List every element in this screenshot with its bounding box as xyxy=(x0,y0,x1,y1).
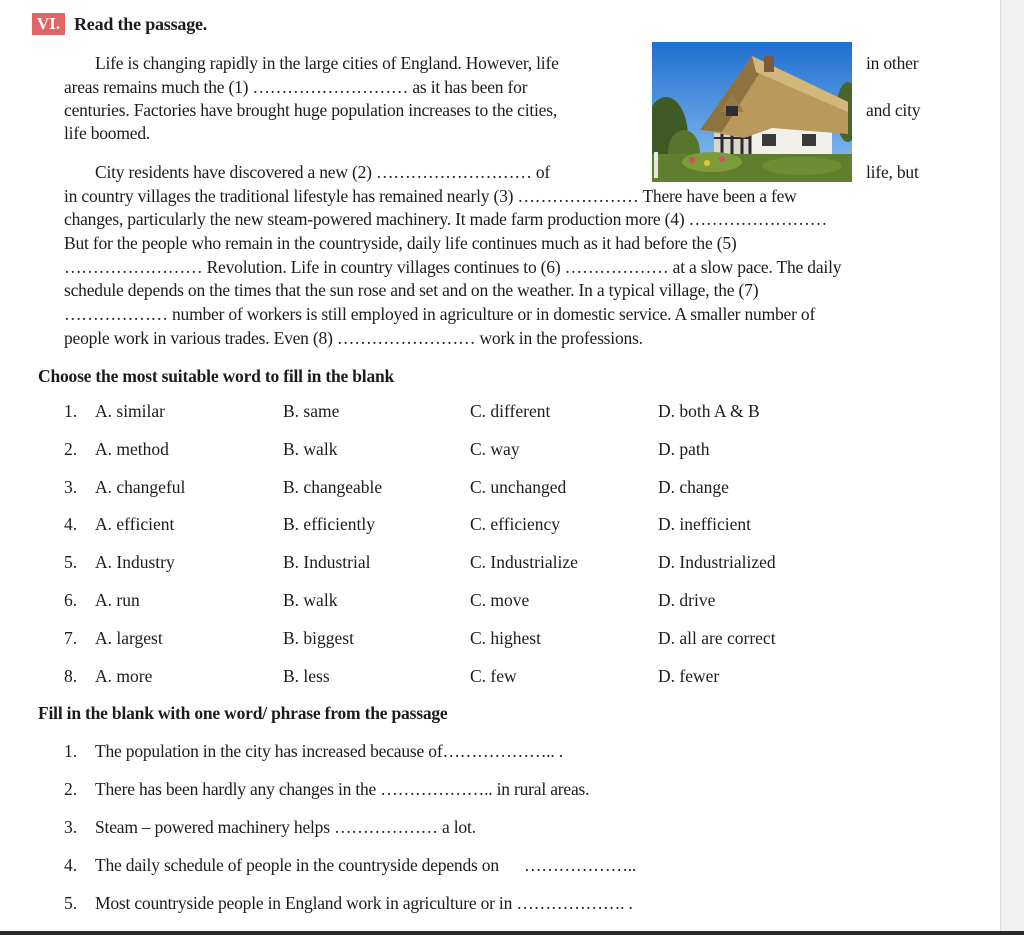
fill-question-number: 5. xyxy=(64,893,78,913)
mcq-question-number: 2. xyxy=(64,439,78,459)
mcq-option: C. way xyxy=(470,439,520,459)
passage-line: in country villages the traditional lifestyle has remained nearly (3) ………………… There have been a few xyxy=(64,186,797,206)
fill-question-number: 1. xyxy=(64,741,78,761)
passage-fragment: and city xyxy=(866,100,921,120)
fill-question-number: 4. xyxy=(64,855,78,875)
passage-line: …………………… Revolution. Life in country villages continues to (6) ……………… at a slow pace. The daily xyxy=(64,257,842,277)
fill-question-number: 2. xyxy=(64,779,78,799)
mcq-option: A. run xyxy=(95,590,140,610)
mcq-question-number: 3. xyxy=(64,477,78,497)
mcq-question-number: 8. xyxy=(64,666,78,686)
mcq-option: B. changeable xyxy=(283,477,383,497)
mcq-title: Choose the most suitable word to fill in the blank xyxy=(38,366,395,386)
section-number-badge: VI. xyxy=(32,13,65,35)
passage-line: City residents have discovered a new (2) ……………………… of xyxy=(95,162,550,182)
mcq-option: D. all are correct xyxy=(658,628,776,648)
mcq-option: D. drive xyxy=(658,590,716,610)
passage-fragment: in other xyxy=(866,53,919,73)
mcq-option: A. method xyxy=(95,439,169,459)
mcq-question-number: 5. xyxy=(64,552,78,572)
mcq-option: A. similar xyxy=(95,401,165,421)
page-bottom-border xyxy=(0,931,1024,935)
passage-line: Life is changing rapidly in the large cities of England. However, life xyxy=(95,53,559,73)
fill-question-text: Steam – powered machinery helps ……………… a lot. xyxy=(95,817,476,837)
passage-line: people work in various trades. Even (8) …………………… work in the professions. xyxy=(64,328,643,348)
mcq-option: C. Industrialize xyxy=(470,552,578,572)
mcq-option: B. walk xyxy=(283,590,338,610)
mcq-option: D. both A & B xyxy=(658,401,760,421)
mcq-option: B. biggest xyxy=(283,628,354,648)
mcq-option: C. highest xyxy=(470,628,541,648)
mcq-option: D. Industrialized xyxy=(658,552,776,572)
mcq-option: C. move xyxy=(470,590,530,610)
fill-question-text: The daily schedule of people in the countryside depends on ……………….. xyxy=(95,855,637,875)
mcq-option: D. path xyxy=(658,439,710,459)
mcq-option: B. efficiently xyxy=(283,514,376,534)
section-heading: Read the passage. xyxy=(74,14,208,34)
mcq-option: B. less xyxy=(283,666,330,686)
mcq-option: A. largest xyxy=(95,628,163,648)
mcq-option: B. Industrial xyxy=(283,552,371,572)
mcq-option: B. same xyxy=(283,401,340,421)
mcq-option: C. few xyxy=(470,666,517,686)
fill-title: Fill in the blank with one word/ phrase from the passage xyxy=(38,703,448,723)
mcq-option: A. efficient xyxy=(95,514,175,534)
passage-line: schedule depends on the times that the sun rose and set and on the weather. In a typical village, the (7) xyxy=(64,280,759,300)
mcq-option: A. changeful xyxy=(95,477,186,497)
mcq-option: A. Industry xyxy=(95,552,175,572)
mcq-option: D. inefficient xyxy=(658,514,751,534)
fill-question-text: Most countryside people in England work in agriculture or in ………………. . xyxy=(95,893,633,913)
mcq-question-number: 1. xyxy=(64,401,78,421)
fill-question-text: There has been hardly any changes in the ……………….. in rural areas. xyxy=(95,779,590,799)
mcq-option: A. more xyxy=(95,666,153,686)
cottage-photo xyxy=(652,42,852,182)
mcq-question-number: 6. xyxy=(64,590,78,610)
passage-line: But for the people who remain in the countryside, daily life continues much as it had before the (5) xyxy=(64,233,737,253)
mcq-question-number: 7. xyxy=(64,628,78,648)
fill-question-number: 3. xyxy=(64,817,78,837)
mcq-option: D. fewer xyxy=(658,666,720,686)
passage-line: life boomed. xyxy=(64,123,151,143)
mcq-option: B. walk xyxy=(283,439,338,459)
mcq-question-number: 4. xyxy=(64,514,78,534)
passage-line: ……………… number of workers is still employed in agriculture or in domestic service. A smaller number of xyxy=(64,304,816,324)
mcq-option: C. different xyxy=(470,401,551,421)
passage-line: changes, particularly the new steam-powered machinery. It made farm production more (4) …………………… xyxy=(64,209,828,229)
passage-line: centuries. Factories have brought huge population increases to the cities, xyxy=(64,100,558,120)
fill-question-text: The population in the city has increased because of……………….. . xyxy=(95,741,563,761)
passage-fragment: life, but xyxy=(866,162,919,182)
mcq-option: D. change xyxy=(658,477,729,497)
passage-line: areas remains much the (1) ……………………… as it has been for xyxy=(64,77,528,97)
mcq-option: C. efficiency xyxy=(470,514,561,534)
mcq-option: C. unchanged xyxy=(470,477,567,497)
